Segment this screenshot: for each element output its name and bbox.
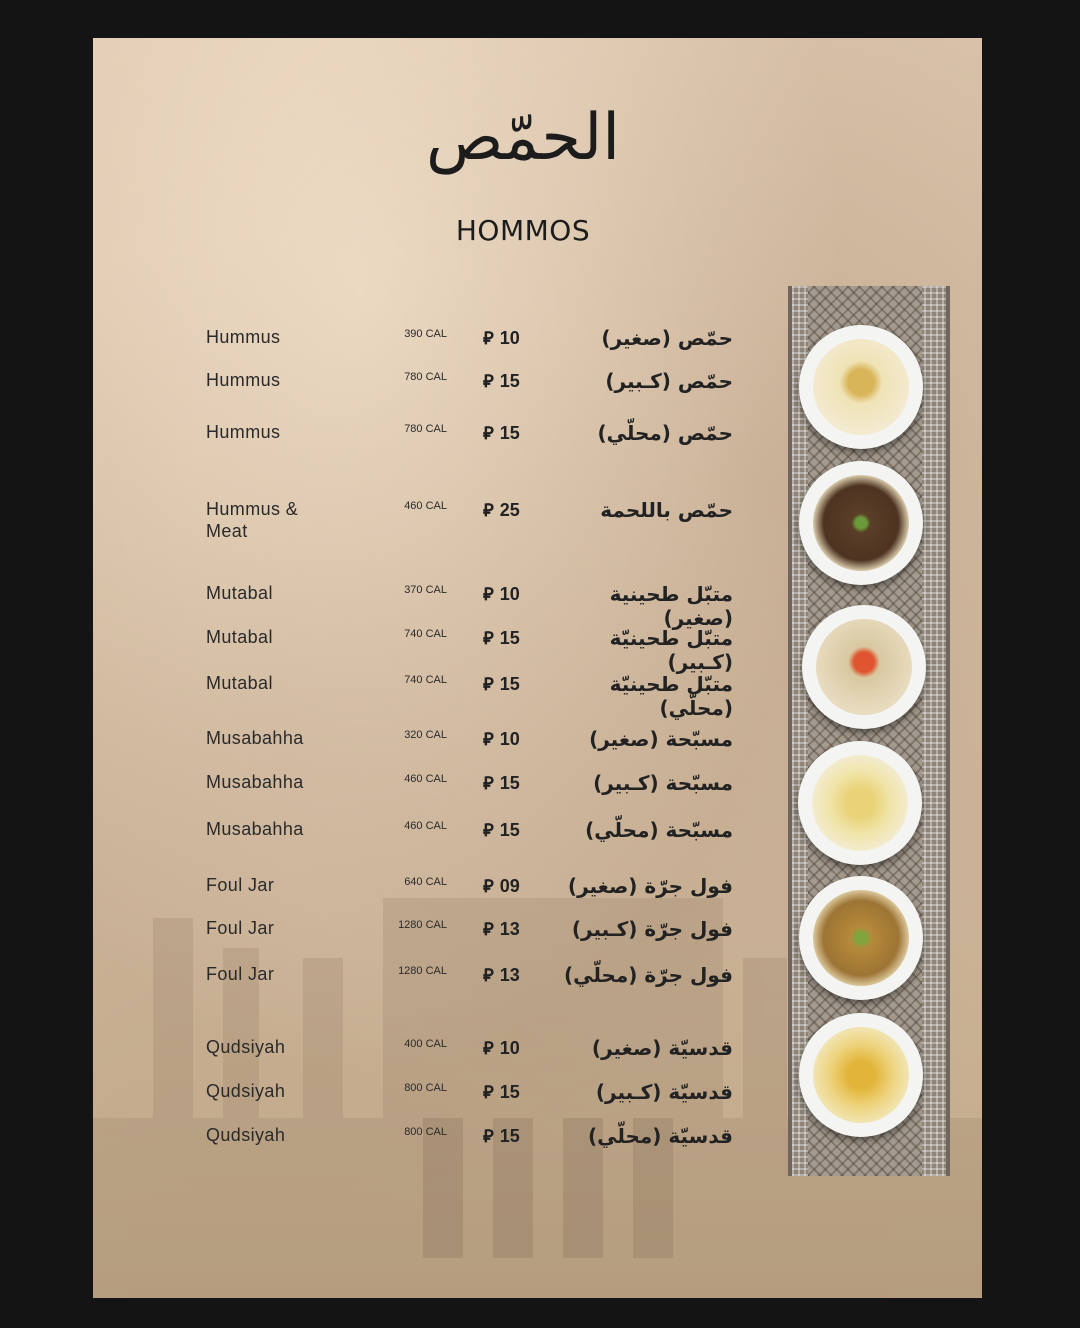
item-price	[483, 818, 543, 841]
riyal-currency-icon: ⃁	[483, 628, 494, 648]
item-price-value: 15	[499, 773, 520, 793]
page-title-arabic: الحمّص	[426, 101, 620, 175]
item-name-arabic: فول جرّة (كـبير)	[571, 917, 733, 941]
item-price-value: 10	[499, 729, 520, 749]
item-calories: 460 CAL	[404, 820, 447, 832]
item-price-value: 09	[499, 876, 520, 896]
riyal-currency-icon: ⃁	[483, 820, 494, 840]
item-calories: 1280 CAL	[398, 965, 447, 977]
item-name-arabic: متبّل طحينية (صغير)	[609, 582, 733, 630]
riyal-currency-icon: ⃁	[483, 965, 494, 985]
item-name-arabic: حمّص باللحمة	[600, 498, 733, 522]
item-name-english: Hummus	[206, 422, 281, 442]
riyal-currency-icon: ⃁	[483, 423, 494, 443]
item-name-english: Hummus	[206, 327, 281, 347]
item-price-value: 15	[499, 423, 520, 443]
item-price	[483, 963, 543, 986]
item-name-english: Mutabal	[206, 673, 273, 693]
item-price	[483, 421, 543, 444]
item-calories: 460 CAL	[404, 500, 447, 512]
item-name-arabic: فول جرّة (صغير)	[567, 874, 733, 898]
item-price	[483, 369, 543, 392]
item-name-english: Hummus & Meat	[206, 499, 299, 541]
dish-photo-hummus	[799, 325, 923, 449]
item-price-value: 13	[499, 919, 520, 939]
menu-page	[93, 38, 982, 1298]
item-price	[483, 727, 543, 750]
item-calories: 400 CAL	[404, 1038, 447, 1050]
item-price	[483, 874, 543, 897]
riyal-currency-icon: ⃁	[483, 876, 494, 896]
item-price-value: 15	[499, 674, 520, 694]
item-name-arabic: فول جرّة (محلّي)	[563, 963, 733, 987]
item-name-arabic: حمّص (كـبير)	[605, 369, 733, 393]
item-price-value: 10	[499, 584, 520, 604]
riyal-currency-icon: ⃁	[483, 371, 494, 391]
item-name-english: Musabahha	[206, 772, 304, 792]
item-name-english: Qudsiyah	[206, 1081, 286, 1101]
item-calories: 800 CAL	[404, 1126, 447, 1138]
item-price-value: 13	[499, 965, 520, 985]
item-name-arabic: مسبّحة (محلّي)	[585, 818, 733, 842]
riyal-currency-icon: ⃁	[483, 500, 494, 520]
dish-photo-mutabal	[802, 605, 926, 729]
dish-photo-foul-jar	[799, 876, 923, 1000]
riyal-currency-icon: ⃁	[483, 919, 494, 939]
item-name-english: Qudsiyah	[206, 1037, 286, 1057]
dish-photo-hummus-meat	[799, 461, 923, 585]
item-name-arabic: قدسيّة (صغير)	[591, 1036, 733, 1060]
item-name-english: Foul Jar	[206, 918, 275, 938]
item-price	[483, 326, 543, 349]
item-price	[483, 917, 543, 940]
item-name-english: Foul Jar	[206, 875, 275, 895]
item-price	[483, 1124, 543, 1147]
item-name-english: Mutabal	[206, 583, 273, 603]
item-calories: 1280 CAL	[398, 919, 447, 931]
item-calories: 460 CAL	[404, 773, 447, 785]
riyal-currency-icon: ⃁	[483, 1082, 494, 1102]
item-name-arabic: قدسيّة (محلّي)	[587, 1124, 733, 1148]
item-price	[483, 582, 543, 605]
item-price-value: 15	[499, 628, 520, 648]
item-price-value: 10	[499, 328, 520, 348]
item-name-english: Musabahha	[206, 819, 304, 839]
item-calories: 780 CAL	[404, 371, 447, 383]
riyal-currency-icon: ⃁	[483, 1126, 494, 1146]
item-calories: 370 CAL	[404, 584, 447, 596]
item-name-arabic: حمّص (صغير)	[601, 326, 733, 350]
riyal-currency-icon: ⃁	[483, 584, 494, 604]
item-name-english: Qudsiyah	[206, 1125, 286, 1145]
item-name-english: Foul Jar	[206, 964, 275, 984]
item-price	[483, 498, 543, 521]
item-price	[483, 1080, 543, 1103]
item-calories: 740 CAL	[404, 674, 447, 686]
riyal-currency-icon: ⃁	[483, 1038, 494, 1058]
item-name-english: Musabahha	[206, 728, 304, 748]
item-price	[483, 771, 543, 794]
item-name-arabic: مسبّحة (كـبير)	[593, 771, 733, 795]
item-calories: 320 CAL	[404, 729, 447, 741]
item-name-arabic: حمّص (محلّي)	[597, 421, 733, 445]
dish-photo-qudsiyah	[799, 1013, 923, 1137]
item-calories: 780 CAL	[404, 423, 447, 435]
riyal-currency-icon: ⃁	[483, 674, 494, 694]
item-name-arabic: متبّل طحينيّة (محلّي)	[609, 672, 733, 720]
item-name-english: Hummus	[206, 370, 281, 390]
item-price	[483, 672, 543, 695]
item-calories: 800 CAL	[404, 1082, 447, 1094]
item-name-arabic: قدسيّة (كـبير)	[595, 1080, 733, 1104]
item-price-value: 15	[499, 371, 520, 391]
item-price-value: 25	[499, 500, 520, 520]
item-name-arabic: متبّل طحينيّة (كـبير)	[609, 626, 733, 674]
item-name-arabic: مسبّحة (صغير)	[589, 727, 733, 751]
item-price	[483, 1036, 543, 1059]
dish-photo-musabahha	[798, 741, 922, 865]
item-name-english: Mutabal	[206, 627, 273, 647]
item-calories: 390 CAL	[404, 328, 447, 340]
page-title-english: HOMMOS	[455, 214, 591, 247]
item-price-value: 15	[499, 820, 520, 840]
riyal-currency-icon: ⃁	[483, 328, 494, 348]
item-price-value: 15	[499, 1126, 520, 1146]
item-price	[483, 626, 543, 649]
item-price-value: 10	[499, 1038, 520, 1058]
item-calories: 740 CAL	[404, 628, 447, 640]
item-price-value: 15	[499, 1082, 520, 1102]
item-calories: 640 CAL	[404, 876, 447, 888]
riyal-currency-icon: ⃁	[483, 729, 494, 749]
riyal-currency-icon: ⃁	[483, 773, 494, 793]
